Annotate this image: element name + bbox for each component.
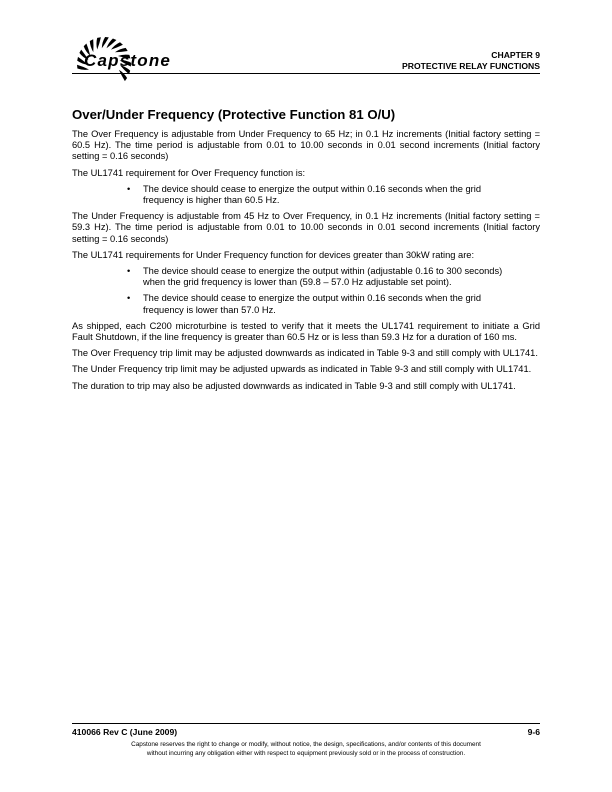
swirl-blade	[111, 42, 123, 49]
disclaimer-line: without incurring any obligation either with respect to equipment previously sold or in the process of construction.	[146, 750, 466, 757]
paragraph-over-trip-limit: The Over Frequency trip limit may be adjusted downwards as indicated in Table 9-3 and still comply with UL1741.	[72, 348, 538, 359]
swirl-blade	[96, 37, 100, 49]
footer-disclaimer	[72, 740, 540, 758]
paragraph-under-trip-limit: The Under Frequency trip limit may be adjusted upwards as indicated in Table 9-3 and still comply with UL1741.	[72, 364, 532, 375]
list-item: • The device should cease to energize the output within 0.16 seconds when the grid frequency is lower than 57.0 Hz.	[143, 293, 540, 315]
bullet-list-over	[72, 184, 540, 206]
paragraph-over-frequency: The Over Frequency is adjustable from Under Frequency to 65 Hz; in 0.1 Hz increments (Initial factory setting = 60.5 Hz). The time period is adjustable from 0.01 to 10.00 seconds in 0.01 second increments (Initial factory setting = 0.16 seconds)	[72, 129, 540, 162]
list-item: • The device should cease to energize the output within (adjustable 0.16 to 300 seconds) when the grid frequency is lower than (59.8 – 57.0 Hz adjustable set point).	[143, 266, 540, 288]
paragraph-duration: The duration to trip may also be adjusted downwards as indicated in Table 9-3 and still comply with UL1741.	[72, 380, 516, 391]
section-title: Over/Under Frequency (Protective Function 81 O/U)	[72, 107, 396, 122]
header-divider	[72, 73, 540, 74]
bullet-list-under	[72, 266, 540, 316]
document-body	[72, 107, 540, 397]
paragraph-as-shipped: As shipped, each C200 microturbine is tested to verify that it meets the UL1741 requirement to initiate a Grid Fault Shutdown, if the line frequency is greater than 60.5 Hz or is less than 59.3 Hz for a duration of 160 ms.	[72, 320, 540, 343]
paragraph-over-requirement: The UL1741 requirement for Over Frequency function is:	[72, 167, 306, 178]
document-id: 410066 Rev C (June 2009)	[72, 727, 178, 737]
page-number: 9-6	[527, 727, 540, 737]
chapter-number: CHAPTER 9	[491, 50, 540, 60]
paragraph-under-frequency: The Under Frequency is adjustable from 45 Hz to Over Frequency, in 0.1 Hz increments (Initial factory setting = 59.3 Hz). The time period is adjustable from 0.01 to 10.00 seconds in 0.01 second increments (Initial factory setting = 0.16 seconds)	[72, 211, 540, 244]
logo-wordmark: Capstone	[84, 51, 172, 70]
list-item: • The device should cease to energize the output within 0.16 seconds when the grid frequency is higher than 60.5 Hz.	[143, 184, 540, 206]
chapter-header	[402, 50, 540, 72]
disclaimer-line: Capstone reserves the right to change or modify, without notice, the design, specifications, and/or contents of this document	[131, 741, 481, 748]
paragraph-under-requirement: The UL1741 requirements for Under Frequency function for devices greater than 30kW rating are:	[72, 249, 475, 260]
capstone-logo	[62, 34, 202, 86]
footer-divider	[72, 723, 540, 724]
chapter-title: PROTECTIVE RELAY FUNCTIONS	[402, 61, 540, 71]
